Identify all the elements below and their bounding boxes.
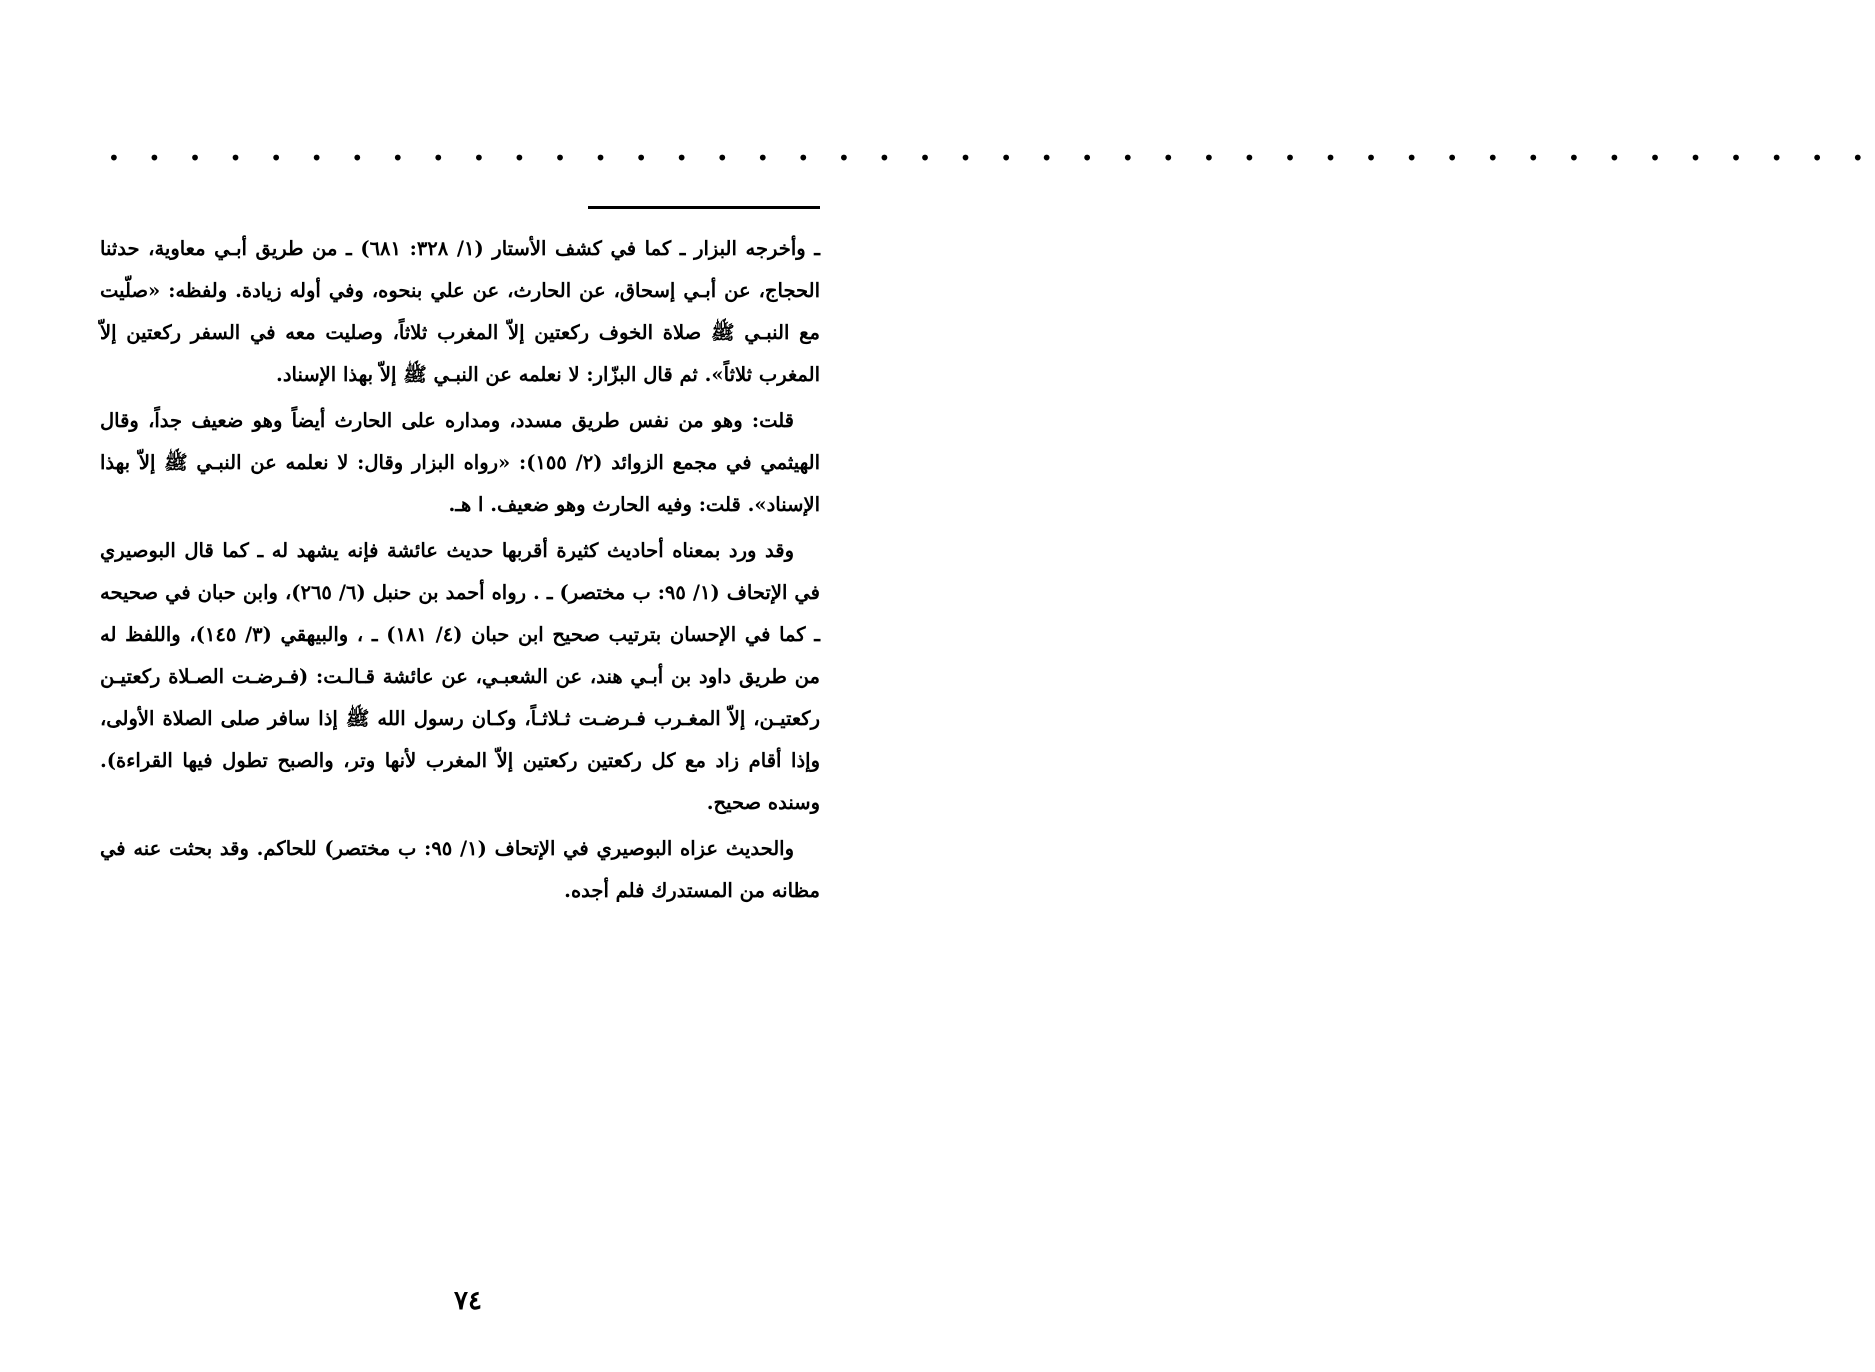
page-number: ٧٤ xyxy=(454,1286,482,1316)
dotted-separator: • • • • • • • • • • • • • • • • • • • • • • • • • • • • • • • • • • • • • • • • • • • • xyxy=(108,146,1875,170)
footnote-paragraph-2: قلت: وهو من نفس طريق مسدد، ومداره على الحارث أيضاً وهو ضعيف جداً، وقال الهيثمي في مجمع الزوائد (٢/ ١٥٥): «رواه البزار وقال: لا نعلمه عن النبـي ﷺ إلاّ بهذا الإسناد». قلت: وفيه الحارث وهو ضعيف. ا هـ. xyxy=(100,409,820,516)
footnote-text-block xyxy=(100,228,820,916)
footnote-rule xyxy=(588,206,820,209)
footnote-paragraph-3: وقد ورد بمعناه أحاديث كثيرة أقربها حديث عائشة فإنه يشهد له ـ كما قال البوصيري في الإتحاف (١/ ٩٥: ب مختصر) ـ . رواه أحمد بن حنبل (٦/ ٢٦٥)، وابن حبان في صحيحه ـ كما في الإحسان بترتيب صحيح ابن حبان (٤/ ١٨١) ـ ، والبيهقي (٣/ ١٤٥)، واللفظ له من طريق داود بن أبـي هند، عن الشعبـي، عن عائشة قـالـت: (فـرضـت الصـلاة ركعتيـن ركعتيـن، إلاّ المغـرب فـرضـت ثـلاثـاً، وكـان رسول الله ﷺ إذا سافر صلى الصلاة الأولى، وإذا أقام زاد مع كل ركعتين ركعتين إلاّ المغرب لأنها وتر، والصبح تطول فيها القراءة). وسنده صحيح. xyxy=(100,539,820,814)
footnote-paragraph-1: ـ وأخرجه البزار ـ كما في كشف الأستار (١/ ٣٢٨: ٦٨١) ـ من طريق أبـي معاوية، حدثنا الحجاج، عن أبـي إسحاق، عن الحارث، عن علي بنحوه، وفي أوله زيادة. ولفظه: «صلّيت مع النبـي ﷺ صلاة الخوف ركعتين إلاّ المغرب ثلاثاً، وصليت معه في السفر ركعتين إلاّ المغرب ثلاثاً». ثم قال البزّار: لا نعلمه عن النبـي ﷺ إلاّ بهذا الإسناد. xyxy=(100,237,820,386)
footnote-paragraph-4: والحديث عزاه البوصيري في الإتحاف (١/ ٩٥: ب مختصر) للحاكم. وقد بحثت عنه في مظانه من المستدرك فلم أجده. xyxy=(100,837,820,902)
